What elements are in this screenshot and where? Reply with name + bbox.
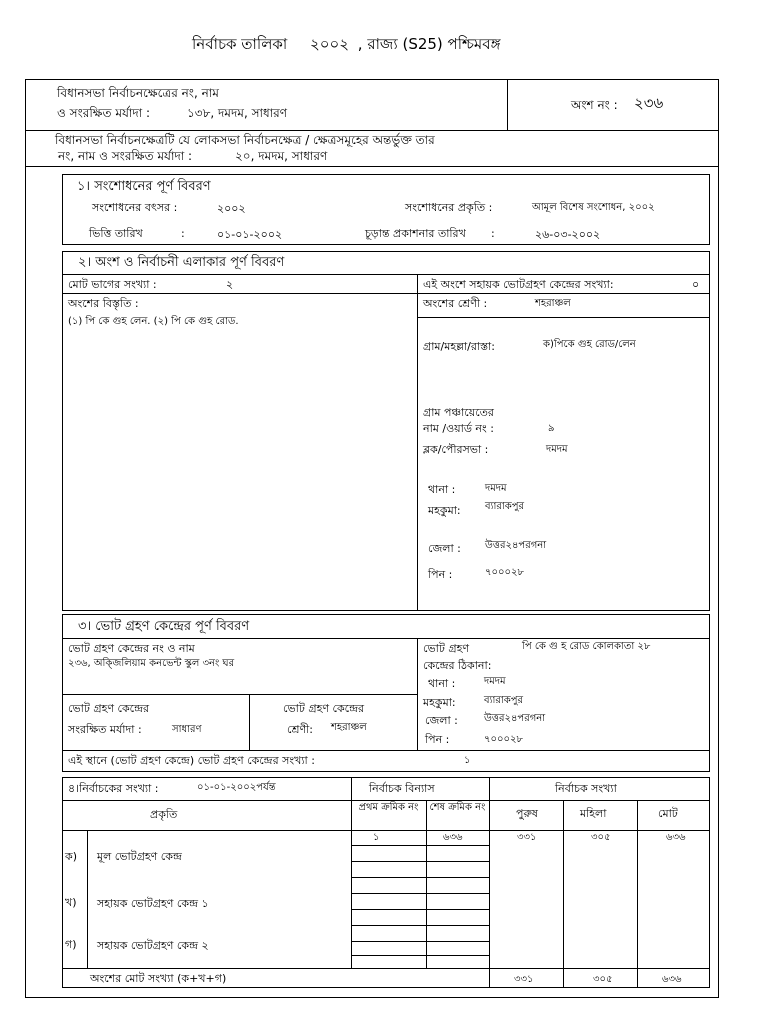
row-mark: ক): [65, 850, 77, 863]
last-serial-header: শেষ ক্রমিক নং: [429, 802, 486, 813]
nature-header: প্রকৃতি: [150, 808, 178, 821]
revision-type-label: সংশোধনের প্রকৃতি :: [405, 201, 493, 214]
row-female: ৩০৫: [591, 832, 611, 843]
constituency-value: ১৩৮, দমদম, সাধারণ: [187, 106, 288, 120]
station-district-value: উত্তর২৪পরগনা: [484, 713, 546, 724]
pin-label: পিন :: [428, 568, 453, 581]
row-male: ৩৩১: [517, 832, 537, 843]
station-address-value: পি কে গু হ রোড কোলকাতা ২৮: [522, 641, 651, 652]
part-extent-value: (১) পি কে গুহ লেন. (২) পি কে গুহ রোড.: [68, 316, 239, 327]
base-date-colon: :: [181, 227, 185, 240]
constituency-reserved-label: ও সংরক্ষিত মর্যাদা :: [57, 106, 151, 120]
station-name-value: ২৩৬, অক্জিলিয়াম কনভেন্ট স্কুল ৩নং ঘর: [68, 658, 235, 669]
pin-value: ৭০০০২৮: [485, 567, 524, 578]
row-label: সহায়ক ভোটগ্রহণ কেন্দ্র ২: [97, 939, 209, 952]
grand-total-female: ৩০৫: [593, 974, 613, 985]
male-header: পুরুষ: [516, 807, 538, 820]
station-pin-label: পিন :: [425, 733, 450, 746]
title-state: , রাজ্য (S25) পশ্চিমবঙ্গ: [357, 35, 501, 53]
section3-heading: ৩। ভোট গ্রহণ কেন্দ্রের পূর্ণ বিবরণ: [78, 619, 250, 634]
grand-total-label: অংশের মোট সংখ্যা (ক+খ+গ): [90, 972, 227, 985]
voter-count-heading: ৪।নির্বাচকের সংখ্যা :: [68, 782, 159, 795]
station-thana-value: দমদম: [484, 676, 506, 687]
station-address-label-2: কেন্দ্রের ঠিকানা:: [423, 659, 492, 672]
total-sections-label: মোট ভাগের সংখ্যা :: [68, 278, 157, 291]
block-label: ব্লক/পৌরসভা :: [423, 443, 489, 456]
district-label: জেলা :: [428, 542, 461, 555]
parliamentary-label: নং, নাম ও সংরক্ষিত মর্যাদা :: [58, 149, 193, 163]
total-header: মোট: [658, 807, 678, 820]
reserved-status-label-2: সংরক্ষিত মর্যাদা :: [68, 723, 142, 736]
village-label: গ্রাম/মহল্লা/রাস্তা:: [423, 340, 495, 353]
title-text: নির্বাচক তালিকা: [192, 35, 288, 53]
thana-label: থানা :: [428, 483, 456, 496]
parliamentary-line1: বিধানসভা নির্বাচনক্ষেত্রটি যে লোকসভা নির্বাচনক্ষেত্র / ক্ষেত্রসমূহের অন্তর্ভুক্ত তার: [55, 133, 435, 147]
reserved-status-label-1: ভোট গ্রহণ কেন্দ্রের: [68, 702, 150, 715]
revision-year-value: ২০০২: [217, 202, 246, 215]
publication-date-colon: :: [491, 227, 495, 240]
row-mark: খ): [65, 896, 77, 909]
subdivision-label: মহকুমা:: [428, 504, 461, 517]
reserved-status-value: সাধারণ: [172, 724, 202, 735]
panchayat-label-1: গ্রাম পঞ্চায়েতের: [423, 406, 494, 419]
village-value: ক)পিকে গুহ রোড/লেন: [543, 339, 636, 350]
base-date-value: ০১-০১-২০০২: [217, 228, 283, 241]
station-district-label: জেলা :: [425, 714, 458, 727]
base-date-label: ভিত্তি তারিখ: [89, 227, 143, 240]
section2-heading: ২। অংশ ও নির্বাচনী এলাকার পূর্ণ বিবরণ: [78, 255, 285, 270]
section1-heading: ১। সংশোধনের পূর্ণ বিবরণ: [77, 179, 211, 194]
constituency-line1: বিধানসভা নির্বাচনক্ষেত্রের নং, নাম: [57, 86, 219, 100]
stations-here-label: এই স্থানে (ভোট গ্রহণ কেন্দ্রে) ভোট গ্রহণ কেন্দ্রের সংখ্যা :: [68, 754, 315, 767]
row-label: সহায়ক ভোটগ্রহণ কেন্দ্র ১: [97, 897, 209, 910]
station-subdivision-value: ব্যারাকপুর: [484, 695, 524, 706]
document-title: [192, 37, 501, 52]
first-serial-header: প্রথম ক্রমিক নং: [358, 802, 419, 813]
station-type-value: শহরাঞ্চল: [331, 722, 367, 733]
station-type-label-1: ভোট গ্রহণ কেন্দ্রের: [283, 702, 365, 715]
part-no-label: অংশ নং :: [571, 98, 618, 112]
part-category-label: অংশের শ্রেণী :: [423, 297, 488, 310]
part-extent-label: অংশের বিস্তৃতি :: [68, 297, 139, 310]
parliamentary-value: ২০, দমদম, সাধারণ: [235, 149, 328, 163]
total-sections-value: ২: [226, 278, 234, 291]
row-mark: গ): [65, 938, 77, 951]
voter-count-header: নির্বাচক সংখ্যা: [555, 782, 617, 795]
station-type-label-2: শ্রেণী:: [287, 723, 313, 736]
panchayat-label-2: নাম /ওয়ার্ড নং :: [423, 422, 494, 435]
row-last-serial: ৬৩৬: [443, 832, 463, 843]
grand-total-total: ৬৩৬: [662, 974, 682, 985]
publication-date-label: চূড়ান্ত প্রকাশনার তারিখ: [365, 227, 466, 240]
station-name-label: ভোট গ্রহণ কেন্দ্রের নং ও নাম: [68, 642, 195, 655]
aux-stations-label: এই অংশে সহায়ক ভোটগ্রহণ কেন্দ্রের সংখ্যা:: [423, 278, 614, 291]
row-first-serial: ১: [373, 832, 380, 843]
grand-total-male: ৩৩১: [514, 974, 534, 985]
station-pin-value: ৭০০০২৮: [484, 734, 523, 745]
female-header: মহিলা: [580, 807, 607, 820]
thana-value: দমদম: [485, 483, 507, 494]
station-thana-label: থানা :: [428, 677, 456, 690]
subdivision-value: ব্যারাকপুর: [485, 501, 525, 512]
stations-here-value: ১: [464, 755, 471, 766]
row-label: মূল ভোটগ্রহণ কেন্দ্র: [97, 850, 182, 863]
voter-layout-header: নির্বাচক বিন্যাস: [369, 782, 435, 795]
station-address-label-1: ভোট গ্রহণ: [423, 642, 470, 655]
aux-stations-value: ০: [692, 278, 700, 291]
part-category-value: শহরাঞ্চল: [535, 298, 571, 309]
section2-box: [62, 251, 710, 611]
block-value: দমদম: [546, 444, 568, 455]
district-value: উত্তর২৪পরগনা: [485, 540, 547, 551]
revision-type-value: আমূল বিশেষ সংশোধন, ২০০২: [532, 202, 655, 213]
row-total: ৬৩৬: [666, 832, 686, 843]
title-year: ২০০২: [310, 35, 350, 53]
station-subdivision-label: মহকুমা:: [423, 696, 456, 709]
revision-year-label: সংশোধনের বৎসর :: [92, 201, 178, 214]
publication-date-value: ২৬-০৩-২০০২: [535, 228, 601, 241]
panchayat-value: ৯: [548, 423, 555, 434]
voter-count-date: ০১-০১-২০০২পর্যন্ত: [197, 782, 276, 793]
part-no-value: ২৩৬: [634, 94, 664, 112]
